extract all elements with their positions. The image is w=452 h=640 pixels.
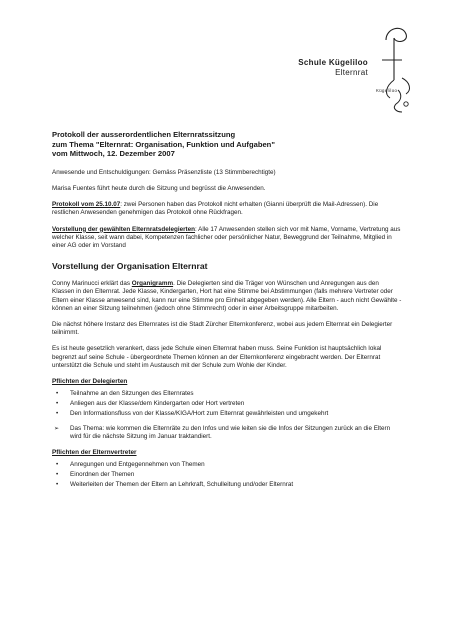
bullet-icon: • [56, 461, 59, 469]
thema-text: Das Thema: wie kommen die Elternräte zu den Infos und wie leiten sie die Infos der Sitzungen zurück an die Eltern wird für die nächste Sitzung im Januar traktandiert. [70, 424, 391, 440]
organigramm-paragraph [52, 280, 402, 313]
org-pre: Conny Marinucci erklärt das [52, 280, 132, 288]
list-item [52, 410, 402, 418]
protokoll-paragraph [52, 201, 402, 217]
school-logo [376, 20, 418, 118]
list-item-text: Den Informationsfluss von der Klasse/KIGA/Hort zum Elternrat gewährleisten und umgekehrt [70, 410, 329, 418]
bullet-icon: • [56, 400, 59, 408]
pflichten-elternvertreter-heading: Pflichten der Elternvertreter [52, 449, 137, 457]
list-item-text: Teilnahme an den Sitzungen des Elternrates [70, 390, 194, 398]
title-line-2: zum Thema "Elternrat: Organisation, Funktion und Aufgaben" [52, 139, 275, 149]
org-post: . Die Delegierten sind die Träger von Wünschen und Anregungen aus den Klassen in den Elternrat. Jede Klasse, Kindergarten, Hort hat eine Stimme bei Abstimmungen (falls mehrere Vertreter oder Eltern einer Klasse anwesend sind, kann nur eine Stimme pro Einheit abgegeben werden). Alle Eltern - auch nicht Gewählte - können an einer Sitzung teilnehmen (jedoch ohne Stimmrecht) oder in einer Arbeitsgruppe mitarbeiten. [52, 280, 402, 312]
list-item-text: Anliegen aus der Klasse/dem Kindergarten oder Hort vertreten [70, 400, 245, 408]
list-item-text: Einordnen der Themen [70, 471, 135, 479]
logo-lettering: Kügeliloo [376, 88, 398, 93]
bullet-icon: • [56, 481, 59, 489]
bullet-icon: • [56, 410, 59, 418]
protokoll-label: Protokoll vom 25.10.07 [52, 201, 121, 209]
pflichten-delegierte-heading: Pflichten der Delegierten [52, 378, 128, 386]
thema-note [52, 425, 402, 441]
protokoll-text: : zwei Personen haben das Protokoll nicht erhalten (Gianni überprüft die Mail-Adressen). Die restlichen Anwesenden genehmigen das Protokoll ohne Rückfragen. [52, 201, 379, 217]
attendance-note: Anwesende und Entschuldigungen: Gemäss Präsenzliste (13 Stimmberechtigte) [52, 168, 276, 176]
list-item [52, 471, 402, 479]
vorstellung-paragraph [52, 226, 402, 251]
vorstellung-text: : Alle 17 Anwesenden stellen sich vor mit Name, Vorname, Vertretung aus welcher Klasse, seit wann dabei, Kompetenzen fachlicher oder persönlicher Natur, Beweggrund der Teilnahme, Mitglied in einer AG oder im Vorstand [52, 225, 401, 249]
title-line-3: vom Mittwoch, 12. Dezember 2007 [52, 149, 175, 159]
letterhead-subtitle: Elternrat [335, 68, 368, 77]
list-item-text: Anregungen und Entgegennehmen von Themen [70, 461, 205, 469]
list-item-text: Weiterleiten der Themen der Eltern an Lehrkraft, Schulleitung und/oder Elternrat [70, 481, 294, 489]
pflichten-delegierte-list [52, 390, 402, 419]
bullet-icon: • [56, 471, 59, 479]
list-item [52, 400, 402, 408]
section-heading: Vorstellung der Organisation Elternrat [52, 261, 208, 272]
org-bold: Organigramm [131, 280, 174, 288]
list-item [52, 481, 402, 489]
gesetz-paragraph: Es ist heute gesetzlich verankert, dass jede Schule einen Elternrat haben muss. Seine Funktion ist hauptsächlich lokal begrenzt auf seine Schule - übergeordnete Themen können an der Elternkonferenz eingebracht werden. Der Elternrat unterstützt die Schule und steht im Austausch mit der Schule zum Wohle der Kinder. [52, 345, 382, 369]
arrow-bullet-icon: ➢ [54, 425, 60, 432]
school-name: Schule Kügeliloo [298, 58, 368, 67]
list-item [52, 390, 402, 398]
title-line-1: Protokoll der ausserordentlichen Elternratssitzung [52, 130, 236, 139]
bullet-icon: • [56, 390, 59, 398]
pflichten-elternvertreter-list [52, 461, 402, 490]
intro-paragraph: Marisa Fuentes führt heute durch die Sitzung und begrüsst die Anwesenden. [52, 184, 266, 192]
protocol-title [52, 130, 402, 159]
vorstellung-label: Vorstellung der gewählten Elternratsdelegierten [52, 225, 195, 233]
instanz-paragraph: Die nächst höhere Instanz des Elternrates ist die Stadt Zürcher Elternkonferenz, wobei aus jedem Elternrat ein Delegierter teilnimmt. [52, 321, 393, 337]
letterhead [298, 58, 368, 78]
protocol-body [52, 130, 402, 496]
list-item [52, 461, 402, 469]
